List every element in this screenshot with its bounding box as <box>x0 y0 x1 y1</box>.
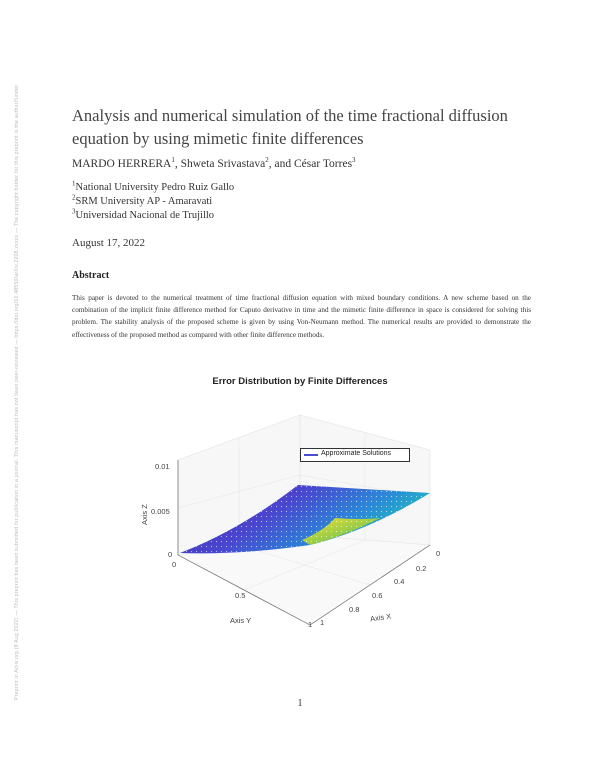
y-tick-label: 0.5 <box>235 591 246 600</box>
paper-title: Analysis and numerical simulation of the time fractional diffusion equation by using mimetic finite differences <box>72 106 508 148</box>
arxiv-side-note: Preprint in Arxiv.org (8 Aug 2022) — This preprint has been submitted for publication in a journal. This manuscript has not been peer-reviewed — https://doi.org/10.48550/arXiv.2208.xxxxx — The copyright holder for this preprint is the author/funder <box>14 84 20 700</box>
abstract-heading: Abstract <box>72 270 110 281</box>
legend-label: Approximate Solutions <box>321 450 392 457</box>
affiliation-text: SRM University AP - Amaravati <box>75 196 213 207</box>
error-surface-figure <box>130 370 470 645</box>
x-axis-label: Axis X <box>369 611 392 624</box>
x-tick-label: 0.6 <box>372 591 383 600</box>
affiliation-marker: 3 <box>72 207 76 216</box>
y-axis-label: Axis Y <box>230 616 252 625</box>
affiliation-text: National University Pedro Ruiz Gallo <box>75 182 235 193</box>
affiliation-marker: 1 <box>72 179 76 188</box>
affiliation <box>72 207 215 221</box>
z-tick-label: 0.01 <box>155 462 170 471</box>
z-axis-label: Axis Z <box>140 504 149 525</box>
x-tick-label: 0.2 <box>416 564 427 573</box>
x-tick-label: 0.4 <box>394 577 405 586</box>
author-separator: , and <box>268 158 294 170</box>
x-tick-label: 0.8 <box>349 605 360 614</box>
z-tick-label: 0.005 <box>151 507 170 516</box>
author-name: MARDO HERRERA <box>72 158 172 170</box>
author-list <box>72 158 356 170</box>
affiliation-marker: 2 <box>72 193 76 202</box>
legend-swatch <box>304 454 318 456</box>
y-tick-label: 0 <box>172 560 177 569</box>
chart-title: Error Distribution by Finite Differences <box>212 376 388 387</box>
author-affil-marker: 3 <box>352 156 356 165</box>
chart-legend <box>300 448 410 462</box>
x-tick-label: 1 <box>320 618 325 627</box>
page-number: 1 <box>297 698 303 709</box>
affiliation <box>72 179 235 193</box>
author-affil-marker: 2 <box>265 156 269 165</box>
z-tick-label: 0 <box>168 550 173 559</box>
author-name: Shweta Srivastava <box>180 158 266 170</box>
y-tick-label: 1 <box>308 620 313 629</box>
paper-date: August 17, 2022 <box>72 237 146 249</box>
author-separator: , <box>174 158 181 170</box>
affiliation <box>72 193 213 207</box>
author-name: César Torres <box>293 158 353 170</box>
abstract-text: This paper is devoted to the numerical treatment of time fractional diffusion equation with mixed boundary conditions. A new scheme based on the combination of the implicit finite difference method for Caputo derivative in time and the mimetic finite difference in space is considered for solving this problem. The stability analysis of the proposed scheme is given by using Von-Neumann method. The numerical results are provided to demonstrate the effectiveness of the proposed method as compared with other finite difference methods. <box>72 294 531 339</box>
author-affil-marker: 1 <box>171 156 175 165</box>
affiliation-text: Universidad Nacional de Trujillo <box>75 210 215 221</box>
surface-plot <box>130 370 470 645</box>
x-tick-label: 0 <box>436 549 441 558</box>
